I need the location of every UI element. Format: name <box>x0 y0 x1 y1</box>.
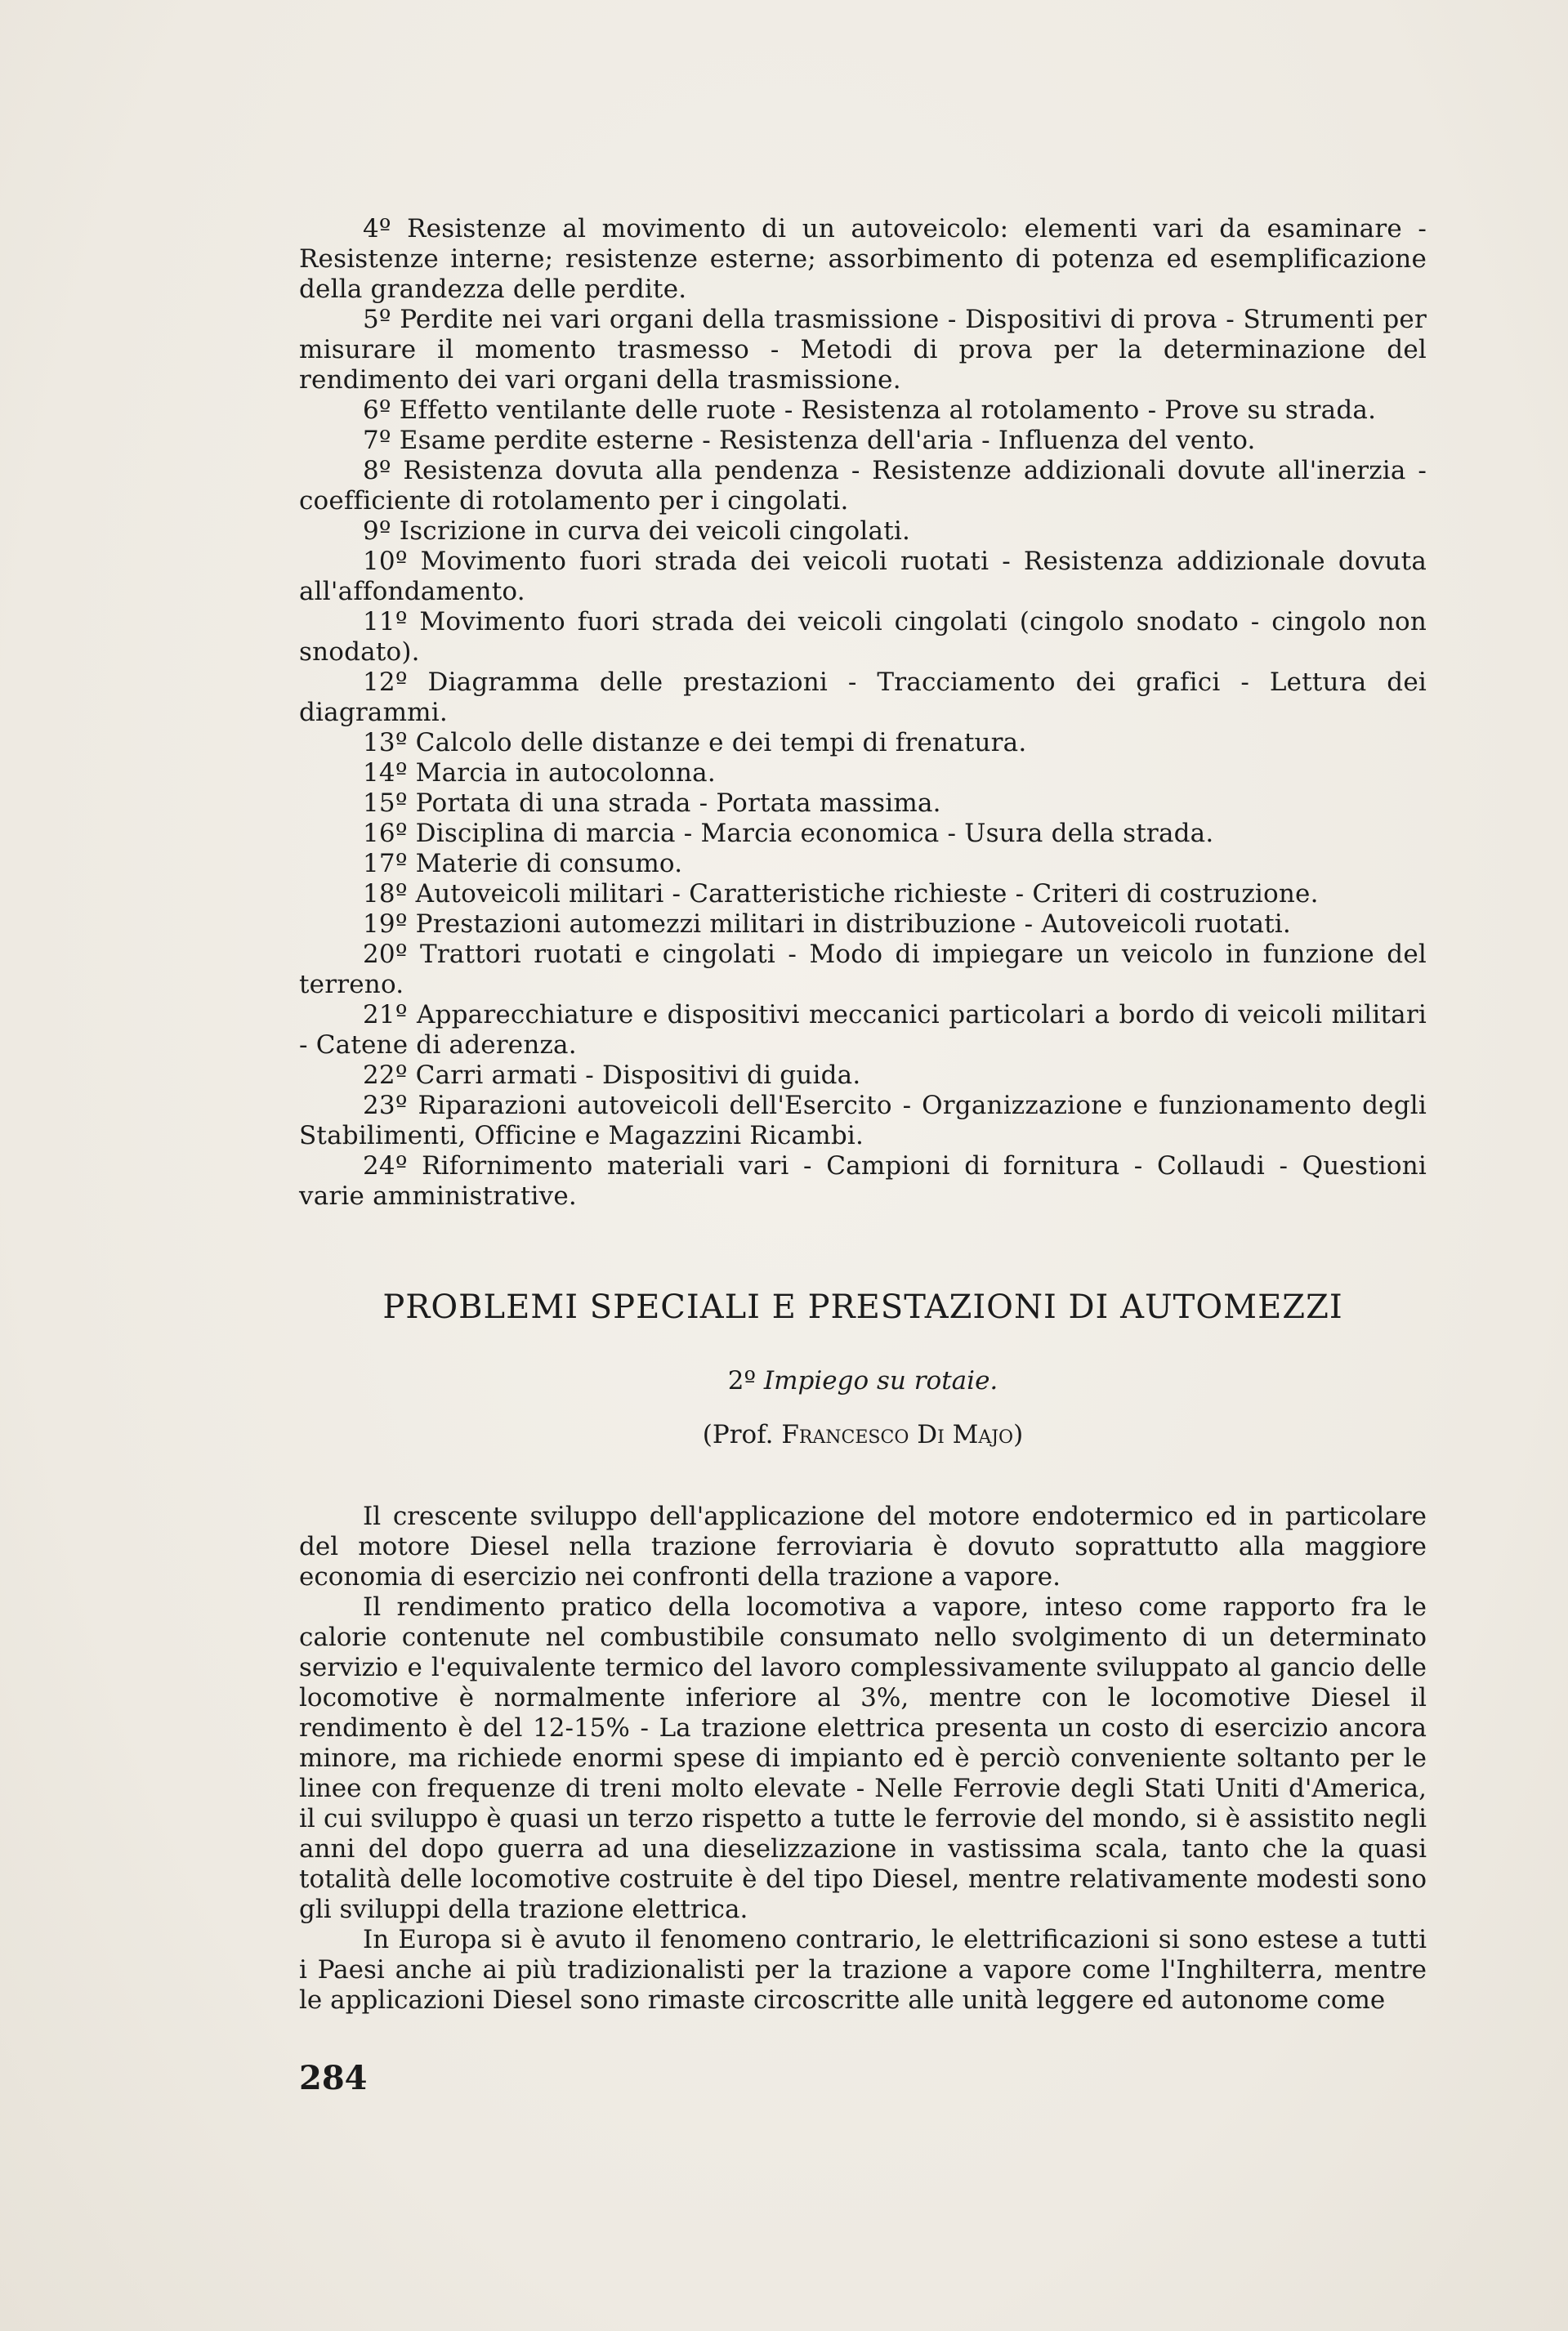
topic-item: 6º Effetto ventilante delle ruote - Resistenza al rotolamento - Prove su strada. <box>363 395 1377 425</box>
topic-item: 17º Materie di consumo. <box>363 849 683 878</box>
topic-item: 12º Diagramma delle prestazioni - Tracciamento dei grafici - Lettura dei diagrammi. <box>299 668 1427 727</box>
topic-item: 23º Riparazioni autoveicoli dell'Esercito - Organizzazione e funzionamento degli Stabilimenti, Officine e Magazzini Ricambi. <box>299 1091 1427 1150</box>
topic-item: 5º Perdite nei vari organi della trasmissione - Dispositivi di prova - Strumenti per misurare il momento trasmesso - Metodi di prova per la determinazione del rendimento dei vari organi della trasmissione. <box>299 305 1427 395</box>
subtitle-number: 2º <box>727 1366 757 1395</box>
body-text <box>299 1502 1427 2016</box>
paragraph: Il crescente sviluppo dell'applicazione del motore endotermico ed in particolare del motore Diesel nella trazione ferroviaria è dovuto soprattutto alla maggiore economia di esercizio nei confronti della trazione a vapore. <box>299 1502 1427 1592</box>
topic-item: 18º Autoveicoli militari - Caratteristiche richieste - Criteri di costruzione. <box>363 879 1319 909</box>
subtitle-text: Impiego su rotaie. <box>763 1366 998 1395</box>
author-prefix: (Prof. <box>702 1420 774 1449</box>
content <box>299 214 1427 2015</box>
page-number: 284 <box>299 2059 368 2097</box>
section-title: PROBLEMI SPECIALI E PRESTAZIONI DI AUTOMEZZI <box>382 1288 1343 1326</box>
topic-item: 21º Apparecchiature e dispositivi meccanici particolari a bordo di veicoli militari - Catene di aderenza. <box>299 1000 1427 1060</box>
topic-item: 19º Prestazioni automezzi militari in distribuzione - Autoveicoli ruotati. <box>363 909 1291 939</box>
topic-item: 10º Movimento fuori strada dei veicoli ruotati - Resistenza addizionale dovuta all'affondamento. <box>299 547 1427 606</box>
section-subtitle <box>299 1366 1427 1395</box>
topic-item: 16º Disciplina di marcia - Marcia economica - Usura della strada. <box>363 819 1214 848</box>
topic-item: 9º Iscrizione in curva dei veicoli cingolati. <box>363 516 911 546</box>
author-suffix: ) <box>1013 1420 1024 1449</box>
topic-item: 20º Trattori ruotati e cingolati - Modo di impiegare un veicolo in funzione del terreno. <box>299 940 1427 999</box>
topic-item: 8º Resistenza dovuta alla pendenza - Resistenze addizionali dovute all'inerzia - coefficiente di rotolamento per i cingolati. <box>299 456 1427 516</box>
topic-item: 11º Movimento fuori strada dei veicoli cingolati (cingolo snodato - cingolo non snodato). <box>299 607 1427 667</box>
topic-item: 22º Carri armati - Dispositivi di guida. <box>363 1061 861 1090</box>
topic-list <box>299 214 1427 1212</box>
topic-item: 24º Rifornimento materiali vari - Campioni di fornitura - Collaudi - Questioni varie amministrative. <box>299 1151 1427 1211</box>
paragraph: In Europa si è avuto il fenomeno contrario, le elettrificazioni si sono estese a tutti i Paesi anche ai più tradizionalisti per la trazione a vapore come l'Inghilterra, mentre le applicazioni Diesel sono rimaste circoscritte alle unità leggere ed autonome come <box>299 1925 1427 2015</box>
paragraph: Il rendimento pratico della locomotiva a vapore, inteso come rapporto fra le calorie contenute nel combustibile consumato nello svolgimento di un determinato servizio e l'equivalente termico del lavoro complessivamente sviluppato al gancio delle locomotive è normalmente inferiore al 3%, mentre con le locomotive Diesel il rendimento è del 12-15% - La trazione elettrica presenta un costo di esercizio ancora minore, ma richiede enormi spese di impianto ed è perciò conveniente soltanto per le linee con frequenze di treni molto elevate - Nelle Ferrovie degli Stati Uniti d'America, il cui sviluppo è quasi un terzo rispetto a tutte le ferrovie del mondo, si è assistito negli anni del dopo guerra ad una dieselizzazione in vastissima scala, tanto che la quasi totalità delle locomotive costruite è del tipo Diesel, mentre relativamente modesti sono gli sviluppi della trazione elettrica. <box>299 1592 1427 1924</box>
topic-item: 15º Portata di una strada - Portata massima. <box>363 788 941 818</box>
topic-item: 14º Marcia in autocolonna. <box>363 758 716 788</box>
topic-item: 13º Calcolo delle distanze e dei tempi di frenatura. <box>363 728 1027 757</box>
author-name: Francesco Di Majo <box>781 1420 1014 1449</box>
topic-item: 7º Esame perdite esterne - Resistenza dell'aria - Influenza del vento. <box>363 426 1256 455</box>
topic-item: 4º Resistenze al movimento di un autoveicolo: elementi vari da esaminare - Resistenze interne; resistenze esterne; assorbimento di potenza ed esemplificazione della grandezza delle perdite. <box>299 214 1427 304</box>
author-line <box>299 1420 1427 1449</box>
